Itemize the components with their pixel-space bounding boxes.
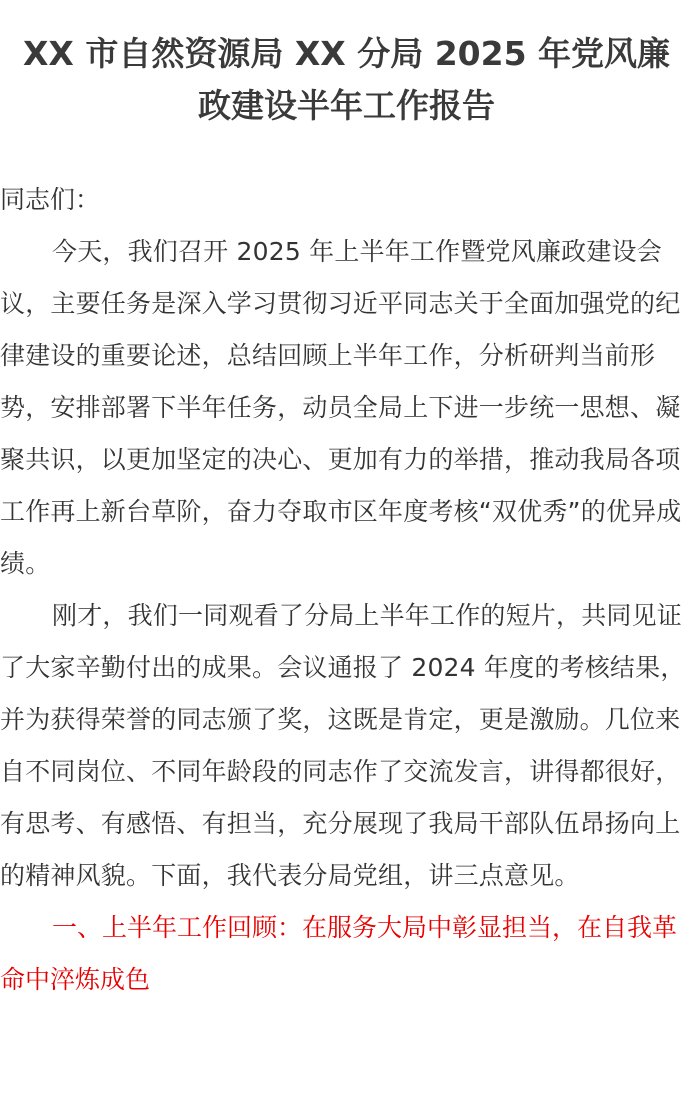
title-line-2: 政建设半年工作报告 (198, 86, 495, 125)
paragraph-opening: 今天，我们召开 2025 年上半年工作暨党风廉政建设会议，主要任务是深入学习贯彻习近平同志关于全面加强党的纪律建设的重要论述，总结回顾上半年工作，分析研判当前形势，安排部署下半年任务，动员全局上下进一步统一思想、凝聚共识，以更加坚定的决心、更加有力的举措，推动我局各项工作再上新台草阶，奋力夺取市区年度考核“双优秀”的优异成绩。 (0, 237, 682, 578)
document-body (0, 174, 693, 1006)
paragraph-review: 刚才，我们一同观看了分局上半年工作的短片，共同见证了大家辛勤付出的成果。会议通报了 2024 年度的考核结果，并为获得荣誉的同志颁了奖，这既是肯定，更是激励。几位来自不同岗位、不同年龄段的同志作了交流发言，讲得都很好，有思考、有感悟、有担当，充分展现了我局干部队伍昂扬向上的精神风貌。下面，我代表分局党组，讲三点意见。 (0, 601, 686, 890)
title-line-1: XX 市自然资源局 XX 分局 2025 年党风廉 (22, 34, 671, 73)
salutation: 同志们： (0, 185, 101, 214)
section-heading: 一、上半年工作回顾：在服务大局中彰显担当，在自我革命中淬炼成色 (0, 913, 678, 994)
document-title (0, 0, 693, 132)
